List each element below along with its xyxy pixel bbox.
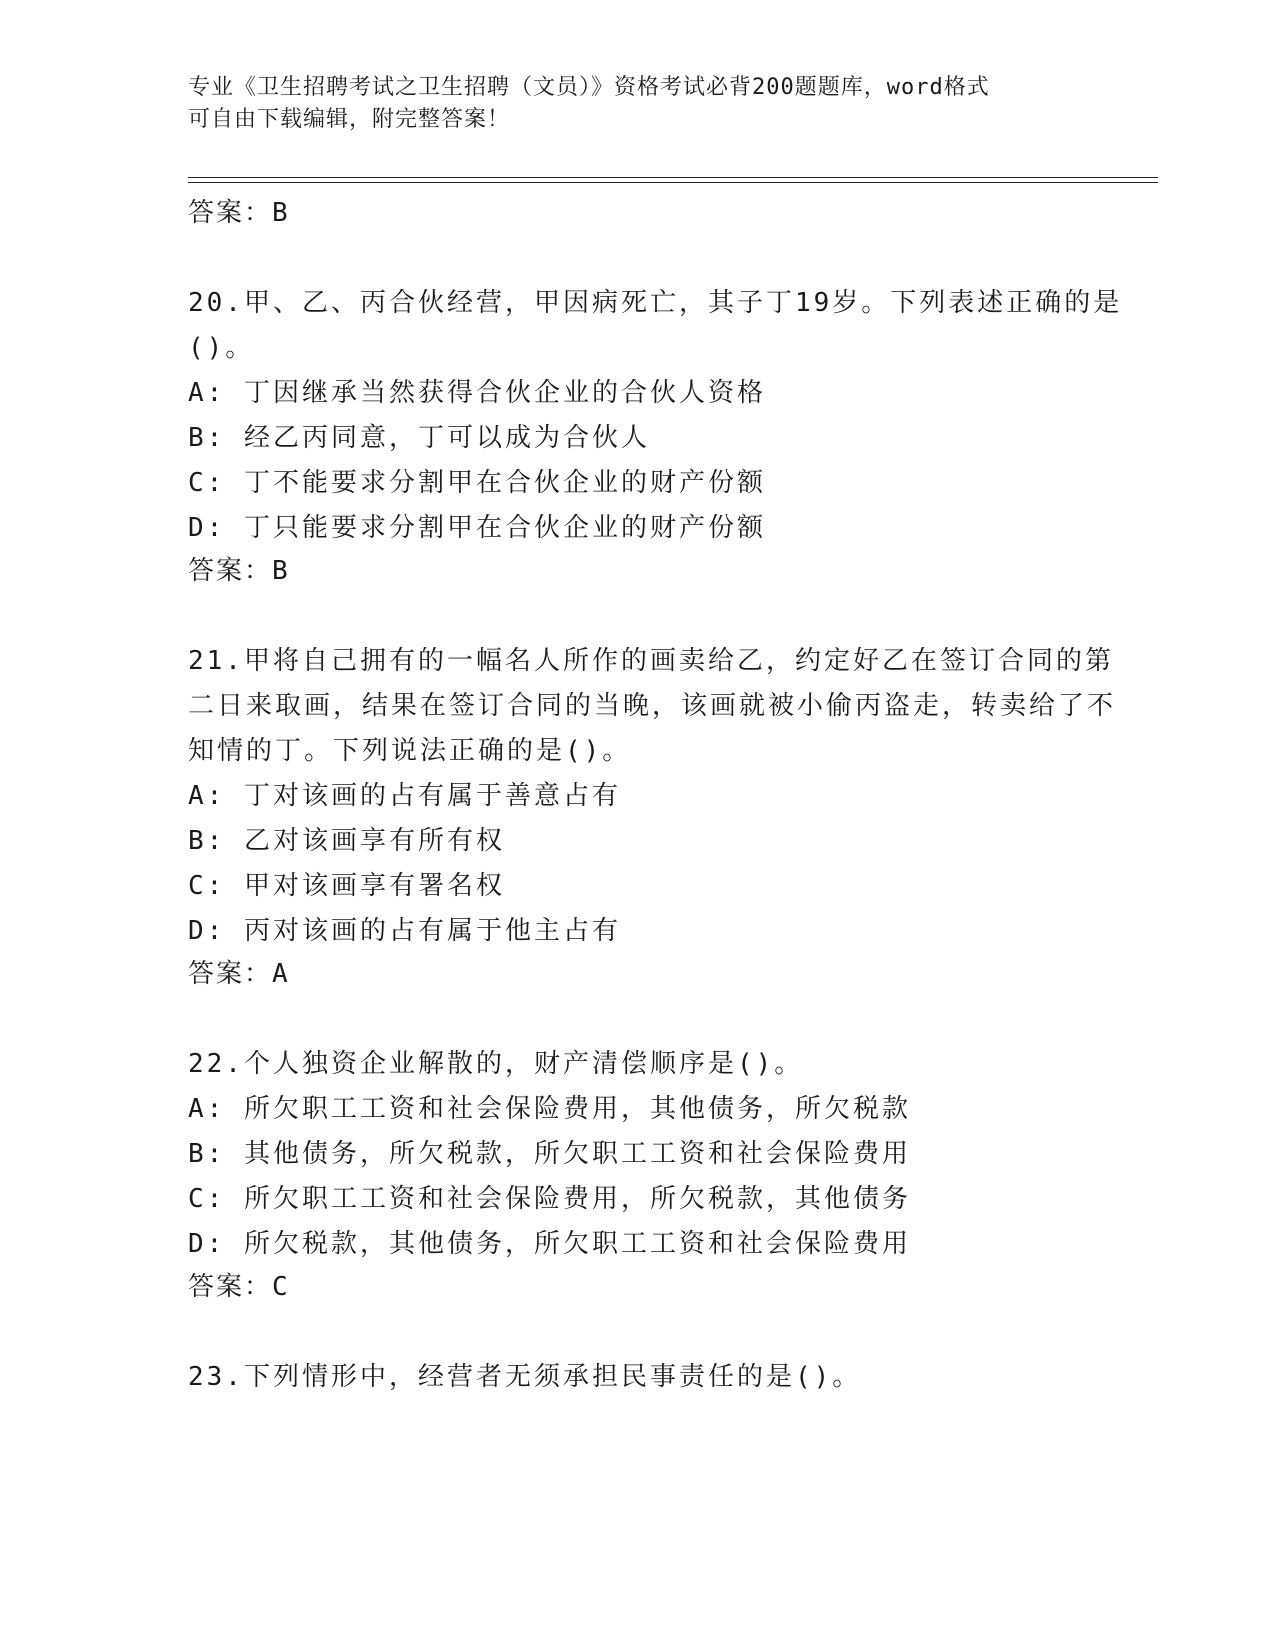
option-d: D: 丙对该画的占有属于他主占有: [188, 916, 621, 946]
option-c: C: 丁不能要求分割甲在合伙企业的财产份额: [188, 468, 766, 498]
question-21: [188, 639, 1128, 994]
answer-line: 答案：A: [188, 959, 290, 989]
option-b: B: 乙对该画享有所有权: [188, 826, 505, 856]
document-header: [188, 72, 1088, 136]
question-22: [188, 1042, 1128, 1307]
answer-line: 答案：B: [188, 556, 290, 586]
option-b: B: 其他债务，所欠税款，所欠职工工资和社会保险费用: [188, 1139, 911, 1169]
header-divider-bottom: [188, 182, 1158, 183]
answer-line: 答案：B: [188, 198, 290, 228]
option-d: D: 所欠税款，其他债务，所欠职工工资和社会保险费用: [188, 1229, 911, 1259]
header-divider-top: [188, 177, 1158, 178]
question-stem: 20.甲、乙、丙合伙经营，甲因病死亡，其子丁19岁。下列表述正确的是()。: [188, 288, 1123, 363]
option-a: A: 丁因继承当然获得合伙企业的合伙人资格: [188, 378, 766, 408]
option-d: D: 丁只能要求分割甲在合伙企业的财产份额: [188, 513, 766, 543]
option-a: A: 丁对该画的占有属于善意占有: [188, 781, 621, 811]
question-stem: 22.个人独资企业解散的，财产清偿顺序是()。: [188, 1049, 804, 1079]
header-line-2: 可自由下载编辑，附完整答案！: [188, 107, 511, 132]
header-line-1: 专业《卫生招聘考试之卫生招聘（文员）》资格考试必背200题题库，word格式: [188, 75, 990, 100]
question-stem: 21.甲将自己拥有的一幅名人所作的画卖给乙，约定好乙在签订合同的第二日来取画，结果在签订合同的当晚，该画就被小偷丙盗走，转卖给了不知情的丁。下列说法正确的是()。: [188, 646, 1117, 766]
option-c: C: 所欠职工工资和社会保险费用，所欠税款，其他债务: [188, 1184, 911, 1214]
question-list: [188, 193, 1128, 1400]
option-a: A: 所欠职工工资和社会保险费用，其他债务，所欠税款: [188, 1094, 911, 1124]
question-stem: 23.下列情形中，经营者无须承担民事责任的是()。: [188, 1362, 862, 1392]
question-20: [188, 281, 1128, 591]
answer-line: 答案：C: [188, 1272, 290, 1302]
option-c: C: 甲对该画享有署名权: [188, 871, 505, 901]
option-b: B: 经乙丙同意，丁可以成为合伙人: [188, 423, 650, 453]
question-23: [188, 1355, 1128, 1400]
